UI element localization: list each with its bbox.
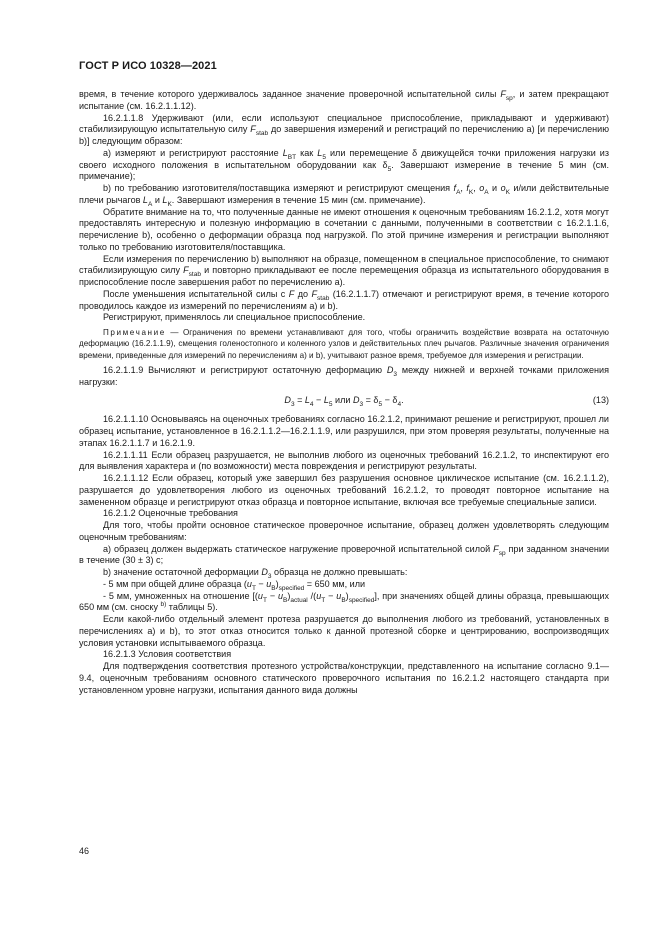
- requirement-dash-2: - 5 мм, умноженных на отношение [$(u_T - u_B)_{actual}$ $/(u_T - u_B)_{specified}$], при значениях общей длины образца, превышающих 650 мм (см. сноску $^{b)}$ таблицы 5).: [79, 590, 610, 613]
- document-header-title: ГОСТ Р ИСО 10328—2021: [79, 60, 217, 72]
- paragraph-continuation: время, в течение которого удерживалось заданное значение проверочной испытательной силы $F_{sp}$, и затем прекращают испытание (см. 16.2.1.1.12).: [79, 89, 609, 111]
- section-heading-16-2-1-2: 16.2.1.2 Оценочные требования: [103, 508, 238, 519]
- paragraph-after-reduction: После уменьшения испытательной силы с F до $F_{stab}$ (16.2.1.1.7) отмечают и регистрируют время, в течение которого проводилось каждое из измерений по перечислениям а) и b).: [79, 288, 610, 311]
- list-item-a: а) измеряют и регистрируют расстояние $L_{BT}$ как $L_5$ или перемещение δ движущейся точки приложения нагрузки из своего исходного положения в испытательном оборудовании как $\delta_5$. Завершают измерение в течение 5 мин (см. примечание);: [79, 147, 610, 182]
- paragraph-16-2-1-1-10: 16.2.1.1.10 Основываясь на оценочных требованиях согласно 16.2.1.2, принимают решение и регистрируют, прошел ли образец испытание, установленное в 16.2.1.1.2—16.2.1.1.9, или разрушился, при этом проверяя результаты, полученные на этапах 16.2.1.1.7 и 16.2.1.9.: [79, 414, 609, 448]
- paragraph-requirements-intro: Для того, чтобы пройти основное статическое проверочное испытание, образец должен удовлетворять следующим оценочным требованиям:: [79, 520, 609, 542]
- note-text: — Ограничения по времени устанавливают для того, чтобы ограничить воздействие возврата на остаточную деформацию (16.2.1.1.9), смещения голеностопного и коленного узлов и действительных плеч рычагов. Различные значения ограничения времени, приведенные для измерений по перечислениям а) и b), учитывают разное время, требуемое для измерения и регистрации.: [79, 328, 610, 360]
- formula-13: [79, 395, 609, 409]
- requirement-dash-1: - 5 мм при общей длине образца $(u_T - u_B)_{specified} = 650$ мм, или: [103, 578, 366, 592]
- paragraph-16-2-1-1-12: 16.2.1.1.12 Если образец, который уже завершил без разрушения основное циклическое испытание (см. 16.2.1.1.2), разрушается до удовлетворения любого из оценочных требований 16.2.1.2, то проводят повторное испытание на замененном образце и регистрируют отказ образца и повторное испытание, включая все требуемые специальные записи.: [79, 473, 609, 507]
- list-item-b: b) по требованию изготовителя/поставщика измеряют и регистрируют смещения $f_A$, $f_K$, $o_A$ и $o_K$ и/или действительные плечи рычагов $L_A$ и $L_K$. Завершают измерения в течение 15 мин (см. примечание).: [79, 183, 609, 208]
- paragraph-element-failure: Если какой-либо отдельный элемент протеза разрушается до выполнения любого из требований, установленных в перечислениях а) и b), то этот отказ относится только к данной протезной сборке и центрированию, воспроизводящих условия установки испытываемого образца.: [79, 614, 609, 648]
- note-block: [79, 327, 609, 361]
- paragraph-attention: Обратите внимание на то, что полученные данные не имеют отношения к оценочным требованиям 16.2.1.2, хотя могут предоставлять интересную и полезную информацию в сочетании с данными, полученными в соответствии с 16.2.1.1.6, перечисление b), особенно о деформации образца под нагрузкой. По этой причине измерения и регистрации выполняют только по требованию изготовителя/поставщика.: [79, 206, 609, 252]
- note-label: Примечание: [103, 328, 166, 337]
- formula-expression: $D_3 = L_4 - L_5$ или $D_3 = \delta_5 - \delta_4$.: [284, 395, 404, 409]
- paragraph-register-fixture: Регистрируют, применялось ли специальное приспособление.: [103, 312, 366, 323]
- section-heading-16-2-1-3: 16.2.1.3 Условия соответствия: [103, 649, 232, 660]
- paragraph-if-measurements: Если измерения по перечислению b) выполняют на образце, помещенном в специальное приспособление, то снимают стабилизирующую силу $F_{stab}$ и повторно прикладывают ее после перемещения образца из испытательного оборудования в приспособление после завершения работ по перечислению а).: [79, 253, 609, 287]
- paragraph-16-2-1-1-11: 16.2.1.1.11 Если образец разрушается, не выполнив любого из оценочных требований 16.2.1.2, то инспектируют его для выявления характера и (по возможности) места повреждения и регистрируют результаты.: [79, 449, 609, 472]
- document-body: [79, 89, 609, 696]
- paragraph-conformity: Для подтверждения соответствия протезного устройства/конструкции, представленного на испытание согласно 9.1—9.4, оценочным требованиям основного статического проверочного испытания по 16.2.1.2 настоящего стандарта при установленном уровне нагрузки, испытания данного вида должны: [79, 661, 609, 695]
- formula-number: (13): [592, 395, 609, 406]
- page-number: 46: [79, 846, 90, 856]
- requirement-item-b: b) значение остаточной деформации $D_3$ образца не должно превышать:: [103, 567, 408, 580]
- requirement-item-a: а) образец должен выдержать статическое нагружение проверочной испытательной силой $F_{sp}$ при заданном значении в течение (30 ± 3) с;: [79, 543, 609, 566]
- paragraph-16-2-1-1-8: 16.2.1.1.8 Удерживают (или, если используют специальное приспособление, прикладывают и удерживают) стабилизирующую испытательную силу $F_{stab}$ до завершения измерений и регистраций по перечислению а) [и перечислению b)] следующим образом:: [79, 112, 609, 146]
- paragraph-16-2-1-1-9: 16.2.1.1.9 Вычисляют и регистрируют остаточную деформацию $D_3$ между нижней и верхней точками приложения нагрузки:: [79, 364, 610, 387]
